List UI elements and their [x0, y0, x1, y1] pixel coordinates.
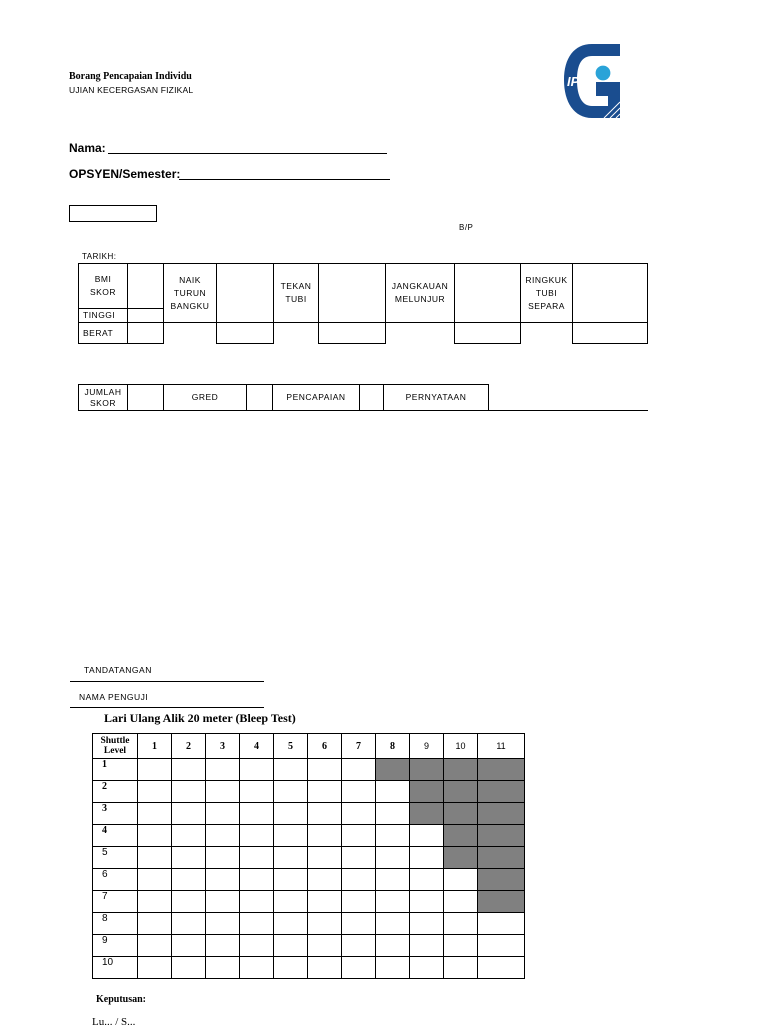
shaded-cell [444, 803, 478, 825]
gred-cell[interactable] [247, 385, 273, 411]
tarikh-label: TARIKH: [82, 252, 117, 261]
shuttle-cell[interactable] [274, 957, 308, 979]
pencapaian-label: PENCAPAIAN [273, 385, 360, 411]
form-title: Borang Pencapaian Individu [69, 71, 192, 82]
bleep-level-row [93, 913, 525, 935]
tekan-tubi-cell[interactable] [319, 264, 386, 323]
nama-label: Nama: [69, 141, 106, 155]
shuttle-cell[interactable] [444, 891, 478, 913]
shuttle-cell[interactable] [240, 781, 274, 803]
bleep-level-row [93, 957, 525, 979]
shuttle-cell[interactable] [342, 759, 376, 781]
ringkuk-tubi-separa-label: RINGKUK TUBI SEPARA [521, 264, 573, 323]
id-box[interactable] [69, 205, 157, 222]
level-label: 3 [93, 803, 138, 825]
nama-penguji-label: NAMA PENGUJI [79, 692, 149, 702]
bleep-test-table [92, 733, 525, 979]
shuttle-cell[interactable] [240, 891, 274, 913]
shuttle-cell[interactable] [206, 891, 240, 913]
shuttle-cell[interactable] [240, 957, 274, 979]
ringkuk-tubi-separa-extra-cell[interactable] [573, 323, 648, 344]
shaded-cell [410, 803, 444, 825]
jangkauan-melunjur-cell[interactable] [455, 264, 521, 323]
pernyataan-label: PERNYATAAN [384, 385, 489, 411]
shuttle-header: 8 [376, 734, 410, 759]
shuttle-cell[interactable] [342, 803, 376, 825]
shaded-cell [478, 891, 525, 913]
shuttle-cell[interactable] [138, 913, 172, 935]
shuttle-header: 10 [444, 734, 478, 759]
jumlah-skor-label: JUMLAH SKOR [79, 385, 128, 411]
bleep-level-row [93, 825, 525, 847]
bleep-level-row [93, 935, 525, 957]
level-label: 1 [93, 759, 138, 781]
ipg-logo-text: IPG [567, 74, 590, 89]
shaded-cell [478, 825, 525, 847]
shuttle-cell[interactable] [274, 781, 308, 803]
shuttle-cell[interactable] [206, 869, 240, 891]
shuttle-cell[interactable] [342, 825, 376, 847]
shuttle-cell[interactable] [240, 825, 274, 847]
jangkauan-melunjur-extra-cell[interactable] [455, 323, 521, 344]
shuttle-cell[interactable] [138, 891, 172, 913]
shuttle-cell[interactable] [410, 869, 444, 891]
bleep-level-row [93, 759, 525, 781]
shaded-cell [410, 759, 444, 781]
shuttle-cell[interactable] [308, 803, 342, 825]
shuttle-cell[interactable] [376, 935, 410, 957]
level-label: 7 [93, 891, 138, 913]
shuttle-header: 7 [342, 734, 376, 759]
shuttle-cell[interactable] [172, 891, 206, 913]
shuttle-cell[interactable] [172, 913, 206, 935]
shuttle-cell[interactable] [240, 869, 274, 891]
naik-turun-bangku-label: NAIK TURUN BANGKU [164, 264, 217, 323]
shuttle-cell[interactable] [274, 759, 308, 781]
fitness-test-table [78, 263, 648, 344]
bleep-level-row [93, 781, 525, 803]
bmi-skor-label: BMI SKOR [79, 264, 128, 309]
shuttle-cell[interactable] [138, 825, 172, 847]
shaded-cell [444, 759, 478, 781]
level-label: 10 [93, 957, 138, 979]
berat-label: BERAT [79, 323, 128, 344]
shaded-cell [444, 781, 478, 803]
shaded-cell [478, 847, 525, 869]
shuttle-cell[interactable] [172, 935, 206, 957]
shuttle-cell[interactable] [376, 957, 410, 979]
level-label: 5 [93, 847, 138, 869]
shuttle-cell[interactable] [138, 847, 172, 869]
shuttle-cell[interactable] [478, 913, 525, 935]
keputusan-label: Keputusan: [96, 994, 147, 1005]
shuttle-cell[interactable] [274, 913, 308, 935]
shuttle-cell[interactable] [376, 913, 410, 935]
shuttle-cell[interactable] [342, 891, 376, 913]
shuttle-cell[interactable] [138, 781, 172, 803]
shuttle-cell[interactable] [172, 781, 206, 803]
naik-turun-bangku-extra-cell[interactable] [217, 323, 274, 344]
spacer [164, 323, 217, 344]
shuttle-header: 4 [240, 734, 274, 759]
ipg-logo-graphic [562, 42, 624, 120]
opsyen-field[interactable] [179, 179, 390, 180]
shuttle-cell[interactable] [138, 935, 172, 957]
pernyataan-field[interactable] [489, 410, 648, 411]
shuttle-cell[interactable] [444, 957, 478, 979]
shuttle-cell[interactable] [206, 781, 240, 803]
tandatangan-field[interactable] [70, 681, 264, 682]
tekan-tubi-extra-cell[interactable] [319, 323, 386, 344]
bleep-level-row [93, 803, 525, 825]
shuttle-cell[interactable] [376, 825, 410, 847]
shuttle-cell[interactable] [172, 759, 206, 781]
shuttle-cell[interactable] [138, 803, 172, 825]
shuttle-cell[interactable] [410, 935, 444, 957]
shuttle-cell[interactable] [342, 781, 376, 803]
bleep-level-row [93, 847, 525, 869]
shuttle-cell[interactable] [444, 935, 478, 957]
shuttle-cell[interactable] [342, 847, 376, 869]
shaded-cell [444, 825, 478, 847]
shuttle-cell[interactable] [342, 935, 376, 957]
shuttle-cell[interactable] [274, 869, 308, 891]
level-label: 2 [93, 781, 138, 803]
shuttle-cell[interactable] [376, 869, 410, 891]
form-subtitle: UJIAN KECERGASAN FIZIKAL [69, 85, 194, 95]
shuttle-cell[interactable] [308, 935, 342, 957]
shuttle-cell[interactable] [478, 935, 525, 957]
shaded-cell [376, 759, 410, 781]
tinggi-label: TINGGI [79, 309, 128, 323]
bleep-test-title: Lari Ulang Alik 20 meter (Bleep Test) [104, 711, 296, 725]
tinggi-cell[interactable] [128, 309, 164, 323]
shuttle-cell[interactable] [206, 847, 240, 869]
shuttle-cell[interactable] [172, 869, 206, 891]
nama-penguji-field[interactable] [70, 707, 264, 708]
shuttle-cell[interactable] [206, 913, 240, 935]
shuttle-cell[interactable] [172, 803, 206, 825]
shuttle-cell[interactable] [410, 891, 444, 913]
shuttle-cell[interactable] [172, 957, 206, 979]
bleep-level-row [93, 869, 525, 891]
shuttle-cell[interactable] [206, 803, 240, 825]
shuttle-cell[interactable] [240, 759, 274, 781]
level-label: 4 [93, 825, 138, 847]
shuttle-cell[interactable] [138, 759, 172, 781]
shaded-cell [478, 759, 525, 781]
summary-table [78, 384, 489, 411]
bmi-skor-cell[interactable] [128, 264, 164, 309]
shuttle-header: 5 [274, 734, 308, 759]
shuttle-cell[interactable] [138, 957, 172, 979]
shuttle-cell[interactable] [138, 869, 172, 891]
shuttle-header: 6 [308, 734, 342, 759]
shuttle-cell[interactable] [172, 825, 206, 847]
shuttle-cell[interactable] [376, 847, 410, 869]
jangkauan-melunjur-label: JANGKAUAN MELUNJUR [386, 264, 455, 323]
shuttle-cell[interactable] [308, 913, 342, 935]
shuttle-cell[interactable] [376, 891, 410, 913]
spacer [521, 323, 573, 344]
shuttle-cell[interactable] [274, 891, 308, 913]
shuttle-header: 11 [478, 734, 525, 759]
tekan-tubi-label: TEKAN TUBI [274, 264, 319, 323]
spacer [274, 323, 319, 344]
shuttle-header: 2 [172, 734, 206, 759]
shuttle-cell[interactable] [240, 913, 274, 935]
ringkuk-tubi-separa-cell[interactable] [573, 264, 648, 323]
nama-field[interactable] [108, 153, 387, 154]
shuttle-cell[interactable] [444, 869, 478, 891]
shaded-cell [478, 781, 525, 803]
jumlah-skor-cell[interactable] [128, 385, 164, 411]
shaded-cell [410, 781, 444, 803]
shuttle-cell[interactable] [308, 759, 342, 781]
shaded-cell [478, 869, 525, 891]
shuttle-cell[interactable] [308, 957, 342, 979]
shaded-cell [444, 847, 478, 869]
level-label: 9 [93, 935, 138, 957]
pencapaian-cell[interactable] [360, 385, 384, 411]
shuttle-cell[interactable] [240, 935, 274, 957]
shuttle-header: 9 [410, 734, 444, 759]
shuttle-cell[interactable] [308, 869, 342, 891]
shuttle-cell[interactable] [206, 935, 240, 957]
shuttle-cell[interactable] [342, 913, 376, 935]
shuttle-cell[interactable] [274, 825, 308, 847]
shuttle-cell[interactable] [376, 781, 410, 803]
tandatangan-label: TANDATANGAN [84, 665, 152, 675]
shuttle-cell[interactable] [308, 825, 342, 847]
shuttle-cell[interactable] [274, 803, 308, 825]
cutoff-text: Lu... / S... [92, 1016, 136, 1028]
berat-cell[interactable] [128, 323, 164, 344]
bp-label: B/P [459, 223, 474, 232]
shuttle-cell[interactable] [206, 759, 240, 781]
shuttle-cell[interactable] [240, 847, 274, 869]
shuttle-cell[interactable] [206, 825, 240, 847]
shuttle-level-header: Shuttle Level [93, 734, 138, 759]
shuttle-cell[interactable] [478, 957, 525, 979]
shuttle-cell[interactable] [410, 913, 444, 935]
spacer [386, 323, 455, 344]
shuttle-header: 3 [206, 734, 240, 759]
shuttle-cell[interactable] [240, 803, 274, 825]
shuttle-cell[interactable] [308, 891, 342, 913]
shuttle-cell[interactable] [308, 847, 342, 869]
level-label: 8 [93, 913, 138, 935]
shuttle-cell[interactable] [410, 957, 444, 979]
bleep-level-row [93, 891, 525, 913]
ipg-logo [562, 42, 624, 120]
shuttle-cell[interactable] [410, 825, 444, 847]
shuttle-cell[interactable] [342, 869, 376, 891]
shuttle-cell[interactable] [410, 847, 444, 869]
level-label: 6 [93, 869, 138, 891]
shuttle-cell[interactable] [342, 957, 376, 979]
shuttle-cell[interactable] [376, 803, 410, 825]
shuttle-cell[interactable] [206, 957, 240, 979]
shuttle-cell[interactable] [444, 913, 478, 935]
shuttle-header: 1 [138, 734, 172, 759]
opsyen-label: OPSYEN/Semester: [69, 167, 181, 181]
shaded-cell [478, 803, 525, 825]
naik-turun-bangku-cell[interactable] [217, 264, 274, 323]
shuttle-cell[interactable] [274, 847, 308, 869]
shuttle-cell[interactable] [172, 847, 206, 869]
shuttle-cell[interactable] [308, 781, 342, 803]
gred-label: GRED [164, 385, 247, 411]
shuttle-cell[interactable] [274, 935, 308, 957]
